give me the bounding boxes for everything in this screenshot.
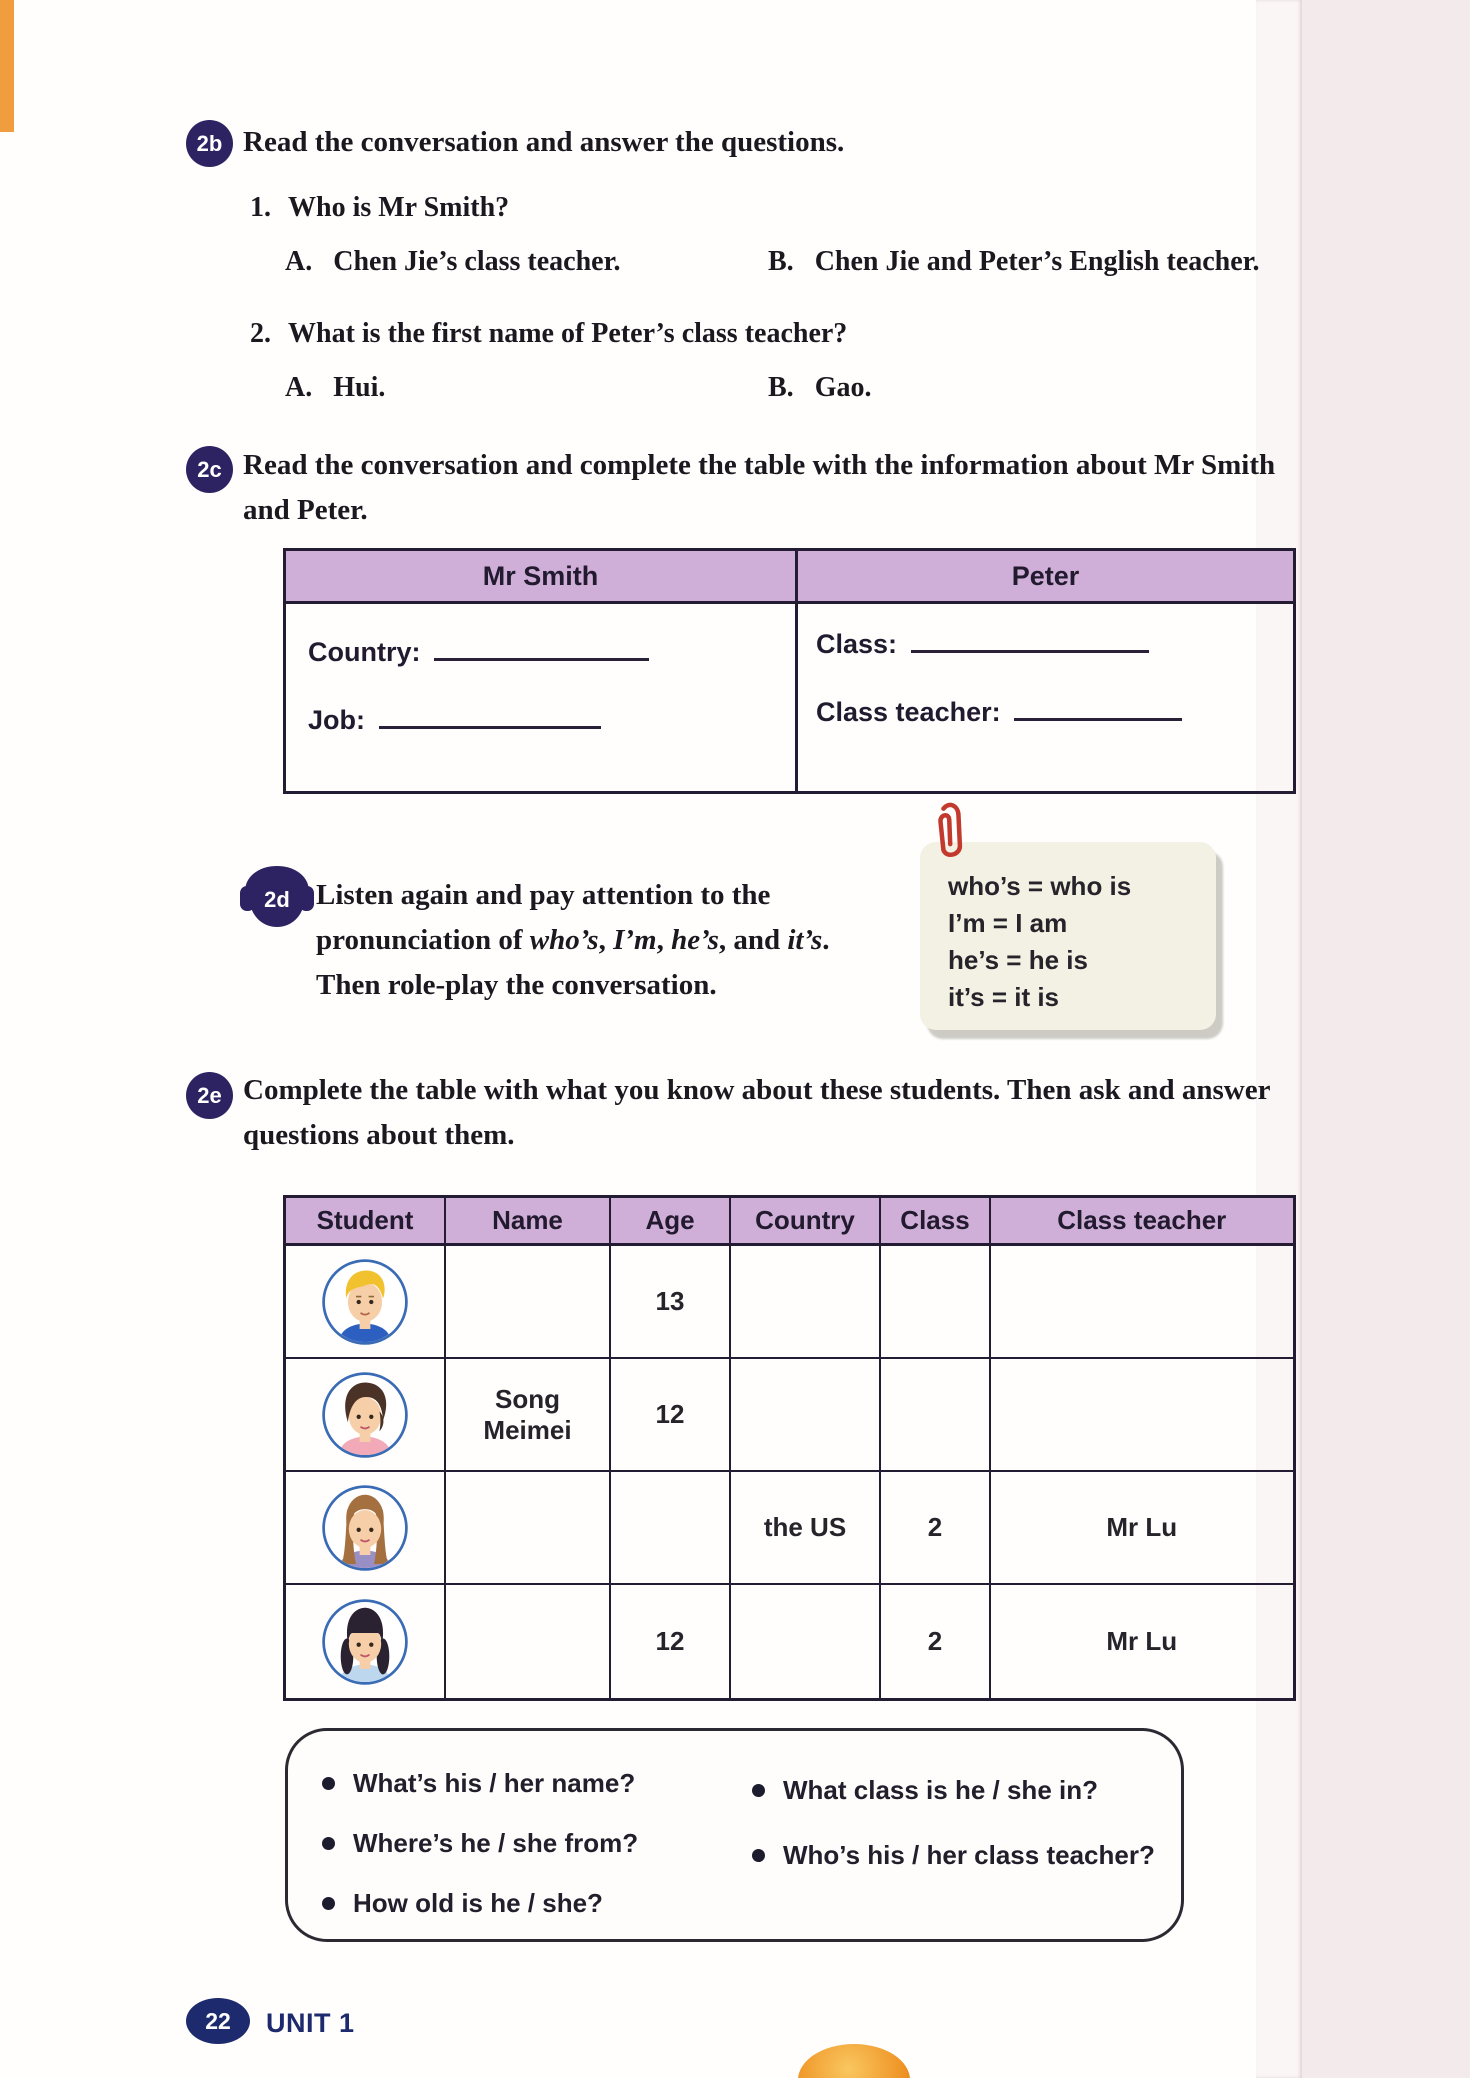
- student-3-class-teacher: Mr Lu: [991, 1472, 1293, 1585]
- student-2-class: [881, 1359, 991, 1472]
- job-label: Job:: [308, 705, 365, 735]
- question-1-option-a: [285, 246, 620, 278]
- question-1-text: Who is Mr Smith?: [288, 192, 510, 223]
- student-3-avatar-cell: [286, 1472, 446, 1585]
- students-table-header-row: [286, 1198, 1293, 1246]
- country-field: [308, 634, 795, 668]
- section-2d-line2: [316, 918, 956, 963]
- student-2-country: [731, 1359, 881, 1472]
- student-4-class: 2: [881, 1585, 991, 1698]
- student-3-country: the US: [731, 1472, 881, 1585]
- contractions-note-card: [920, 842, 1216, 1030]
- student-1-country: [731, 1246, 881, 1359]
- header-student: Student: [286, 1198, 446, 1246]
- italic-hes: he’s: [671, 924, 719, 956]
- sep: ,: [656, 924, 672, 956]
- section-2e-badge: [186, 1072, 233, 1119]
- section-2e-instruction: Complete the table with what you know about these students. Then ask and answer questions about them.: [243, 1074, 1270, 1151]
- section-2e-badge-label: 2e: [197, 1082, 222, 1108]
- orange-corner-shape: [798, 2044, 910, 2078]
- student-4-age: 12: [611, 1585, 731, 1698]
- contraction-line: he’s = he is: [948, 945, 1088, 975]
- option-text: Chen Jie and Peter’s English teacher.: [814, 246, 1260, 277]
- question-bullet: [322, 1768, 635, 1799]
- job-blank-line: [379, 702, 601, 729]
- bullet-icon: [322, 1837, 335, 1850]
- section-2d-badge-label: 2d: [264, 887, 290, 912]
- page-right-margin: [1302, 0, 1470, 2078]
- student-row-3: [286, 1472, 1293, 1585]
- student-2-avatar-cell: [286, 1359, 446, 1472]
- header-class-teacher: Class teacher: [991, 1198, 1293, 1246]
- question-2-text: What is the first name of Peter’s class teacher?: [288, 318, 848, 349]
- section-2d-line3: Then role-play the conversation.: [316, 969, 717, 1001]
- page-number: 22: [205, 2007, 231, 2034]
- question-2-number: 2.: [250, 318, 271, 349]
- col-mr-smith-header: Mr Smith: [286, 551, 798, 601]
- short-hair-girl-avatar: [320, 1370, 410, 1460]
- sep: ,: [598, 924, 614, 956]
- contractions-list: [948, 868, 1131, 1016]
- option-letter: B.: [768, 372, 794, 403]
- line2-prefix: pronunciation of: [316, 924, 530, 956]
- student-2-class-teacher: [991, 1359, 1293, 1472]
- bullet-text: What class is he / she in?: [783, 1775, 1098, 1805]
- section-2b-instruction: Read the conversation and answer the questions.: [243, 126, 845, 158]
- section-2c-badge: [186, 446, 233, 493]
- smith-peter-table-header: [286, 551, 1293, 604]
- class-field: [816, 626, 1293, 660]
- col-peter-header: Peter: [798, 551, 1293, 601]
- question-bullet: [322, 1828, 638, 1859]
- student-2-name: [446, 1359, 611, 1472]
- student-2-age: 12: [611, 1359, 731, 1472]
- class-teacher-blank-line: [1014, 694, 1182, 721]
- page-number-badge: [186, 1998, 250, 2044]
- bullet-text: How old is he / she?: [353, 1888, 603, 1918]
- italic-whos: who’s: [529, 924, 599, 956]
- orange-edge-strip: [0, 0, 14, 132]
- student-3-name: [446, 1472, 611, 1585]
- section-2d-line1: Listen again and pay attention to the: [316, 879, 771, 911]
- student-4-name: [446, 1585, 611, 1698]
- student-1-name: [446, 1246, 611, 1359]
- student-row-2: [286, 1359, 1293, 1472]
- smith-peter-table-body: [286, 604, 1293, 791]
- job-field: [308, 702, 795, 736]
- contraction-line: who’s = who is: [948, 871, 1132, 901]
- class-teacher-label: Class teacher:: [816, 697, 1001, 727]
- pigtails-girl-avatar: [320, 1597, 410, 1687]
- long-hair-girl-avatar: [320, 1483, 410, 1573]
- class-blank-line: [911, 626, 1149, 653]
- bullet-text: Where’s he / she from?: [353, 1828, 639, 1858]
- option-letter: A.: [285, 246, 313, 277]
- student-1-class-teacher: [991, 1246, 1293, 1359]
- header-class: Class: [881, 1198, 991, 1246]
- question-2-option-b: [768, 372, 871, 404]
- student-3-age: [611, 1472, 731, 1585]
- header-country: Country: [731, 1198, 881, 1246]
- section-2c-badge-label: 2c: [197, 456, 222, 482]
- section-2b-badge-label: 2b: [196, 130, 223, 156]
- contraction-line: it’s = it is: [948, 982, 1060, 1012]
- option-letter: B.: [768, 246, 794, 277]
- bullet-text: Who’s his / her class teacher?: [783, 1840, 1155, 1870]
- student-1-avatar-cell: [286, 1246, 446, 1359]
- class-teacher-field: [816, 694, 1293, 728]
- country-blank-line: [434, 634, 649, 661]
- peter-cell: [798, 604, 1293, 791]
- bullet-icon: [752, 1849, 765, 1862]
- page-right-stripe: [1256, 0, 1302, 2078]
- student-3-class: 2: [881, 1472, 991, 1585]
- question-bullet: [322, 1888, 603, 1919]
- student-4-country: [731, 1585, 881, 1698]
- student-row-1: [286, 1246, 1293, 1359]
- bullet-icon: [322, 1897, 335, 1910]
- class-label: Class:: [816, 629, 898, 659]
- student-row-4: [286, 1585, 1293, 1698]
- question-bullet: [752, 1840, 1155, 1871]
- student-1-age: 13: [611, 1246, 731, 1359]
- paperclip-icon: [926, 800, 972, 862]
- option-text: Gao.: [814, 372, 872, 403]
- question-1-number: 1.: [250, 192, 271, 223]
- option-text: Chen Jie’s class teacher.: [333, 246, 621, 277]
- mr-smith-cell: [286, 604, 798, 791]
- student-4-avatar-cell: [286, 1585, 446, 1698]
- option-letter: A.: [285, 372, 313, 403]
- italic-its: it’s: [787, 924, 823, 956]
- student-4-class-teacher: Mr Lu: [1106, 1626, 1178, 1656]
- question-2: [250, 318, 847, 350]
- header-age: Age: [611, 1198, 731, 1246]
- student-2-name-text: Song Meimei: [483, 1383, 572, 1445]
- question-1: [250, 192, 509, 224]
- sep: .: [822, 924, 830, 956]
- unit-label: UNIT 1: [266, 2008, 355, 2038]
- smith-peter-table: [283, 548, 1296, 794]
- contraction-line: I’m = I am: [948, 908, 1068, 938]
- blond-boy-avatar: [320, 1257, 410, 1347]
- question-2-option-a: [285, 372, 385, 404]
- bullet-icon: [752, 1784, 765, 1797]
- sep: , and: [718, 924, 788, 956]
- italic-im: I’m: [613, 924, 657, 956]
- country-label: Country:: [308, 637, 421, 667]
- question-1-option-b: [768, 246, 1260, 278]
- section-2c-instruction: Read the conversation and complete the table with the information about Mr Smith and Peter.: [243, 449, 1276, 526]
- bullet-text: What’s his / her name?: [353, 1768, 636, 1798]
- students-table: [283, 1195, 1296, 1701]
- bullet-icon: [322, 1777, 335, 1790]
- question-bullet: [752, 1775, 1098, 1806]
- header-name: Name: [446, 1198, 611, 1246]
- option-text: Hui.: [333, 372, 386, 403]
- section-2b-badge: [186, 120, 233, 167]
- student-1-class: [881, 1246, 991, 1359]
